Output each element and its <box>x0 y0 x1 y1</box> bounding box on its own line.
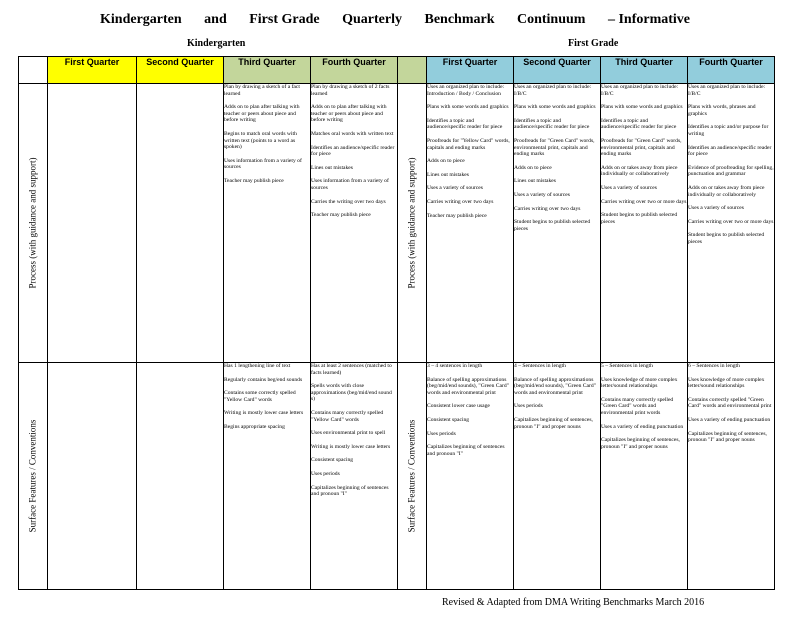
benchmark-item: Teacher may publish piece <box>311 212 371 219</box>
row-label-process-g1: Process (with guidance and support) <box>398 84 427 363</box>
benchmark-item: 3 – 4 sentences in length <box>427 363 483 369</box>
row-label-surface: Surface Features / Conventions <box>19 363 48 590</box>
benchmark-item: Regularly contains beg/end sounds <box>224 376 303 383</box>
benchmark-item: Carries the writing over two days <box>311 198 386 205</box>
benchmark-item: 4 – Sentences in length <box>514 363 566 369</box>
benchmark-item: Plans with some words and graphics <box>514 104 596 111</box>
benchmark-item: Has 1 lengthening line of text <box>224 363 291 369</box>
surface-g1-q3 <box>601 363 688 590</box>
benchmark-item: Writing is mostly lower case letters <box>311 443 391 450</box>
benchmark-item: Identifies an audience/specific reader for piece <box>311 144 395 158</box>
benchmark-item: Proofreads for "Yellow Card" words, capitals and ending marks <box>427 137 510 151</box>
benchmark-item: Proofreads for "Green Card" words, environmental print, capitals and ending marks <box>514 137 595 158</box>
benchmark-item: Adds on or takes away from piece individually or collaboratively <box>688 184 765 198</box>
header-k-q3: Third Quarter <box>224 57 311 84</box>
benchmark-item: Uses periods <box>427 430 456 437</box>
surface-k-q4 <box>311 363 398 590</box>
benchmark-item: Plans with some words and graphics <box>601 104 683 111</box>
benchmark-item: Uses environmental print to spell <box>311 430 386 437</box>
title-part: Continuum <box>516 12 586 27</box>
benchmark-item: 6 – Sentences in length <box>688 363 740 369</box>
benchmark-item: Plan by drawing a sketch of 2 facts learned <box>311 84 390 97</box>
benchmark-item: Contains many correctly spelled "Yellow Card" words <box>311 409 384 423</box>
corner-cell <box>19 57 48 84</box>
benchmark-item: Adds on to plan after talking with teacher or peers about piece and before writing <box>311 104 387 124</box>
row-label-process: Process (with guidance and support) <box>19 84 48 363</box>
benchmark-item: Contains correctly spelled "Green Card" words and environmental print <box>688 396 772 410</box>
benchmark-item: Student begins to publish selected pieces <box>601 212 678 225</box>
benchmark-item: Uses periods <box>311 470 340 477</box>
empty-cell <box>137 363 224 590</box>
surface-row <box>19 363 775 590</box>
benchmark-item: Uses information from a variety of sources <box>224 157 302 171</box>
benchmark-item: Identifies a topic and audience/specific reader for piece <box>427 117 503 131</box>
kindergarten-subtitle: Kindergarten <box>187 38 246 49</box>
benchmark-item: Consistent lower case usage <box>427 403 490 410</box>
benchmark-item: Plans with some words and graphics <box>427 104 509 111</box>
row-label-surface-g1: Surface Features / Conventions <box>398 363 427 590</box>
surface-k-q3 <box>224 363 311 590</box>
document-title <box>100 12 690 28</box>
benchmark-item: Carries writing over two days <box>514 205 581 212</box>
benchmark-item: Begins appropriate spacing <box>224 423 285 430</box>
benchmark-item: Uses an organized plan to include: I/B/C <box>688 84 766 97</box>
process-row <box>19 84 775 363</box>
title-part: Benchmark <box>424 12 495 27</box>
benchmark-item: Carries writing over two days <box>427 198 494 205</box>
benchmark-item: Writing is mostly lower case letters <box>224 410 304 417</box>
benchmark-item: Teacher may publish piece <box>427 212 487 219</box>
benchmark-item: Uses a variety of sources <box>601 184 657 191</box>
benchmark-item: Identifies a topic and audience/specific reader for piece <box>601 117 677 131</box>
process-g1-q3 <box>601 84 688 363</box>
benchmark-item: Balance of spelling approximations (beg/mid/end sounds), "Green Card" words and environmental print <box>514 376 596 396</box>
first-grade-subtitle: First Grade <box>568 38 619 49</box>
title-part: Quarterly <box>342 12 402 27</box>
benchmark-item: Consistent spacing <box>311 457 354 464</box>
empty-cell <box>137 84 224 363</box>
benchmark-item: Uses knowledge of more complex letter/sound relationships <box>688 376 765 390</box>
title-part: First Grade <box>249 12 320 27</box>
surface-g1-q2 <box>514 363 601 590</box>
benchmark-item: Capitalizes beginning of sentences and pronoun "I" <box>311 484 389 498</box>
header-k-q4: Fourth Quarter <box>311 57 398 84</box>
benchmark-item: Adds on to piece <box>427 158 465 165</box>
benchmark-item: Capitalizes beginning of sentences, pronoun "I" and proper nouns <box>688 430 767 444</box>
benchmark-item: Matches oral words with written text <box>311 130 394 137</box>
header-row <box>19 57 775 84</box>
benchmark-item: Capitalizes beginning of sentences, pronoun "I" and proper nouns <box>601 437 680 450</box>
benchmark-item: Uses knowledge of more complex letter/sound relationships <box>601 376 678 390</box>
benchmark-item: Uses periods <box>514 403 543 410</box>
benchmark-item: Uses a variety of sources <box>688 205 744 212</box>
benchmark-item: Proofreads for "Green Card" words, environmental print, capitals and ending marks <box>601 137 682 158</box>
header-g1-q3: Third Quarter <box>601 57 688 84</box>
header-k-q1: First Quarter <box>48 57 137 84</box>
surface-g1-q1 <box>427 363 514 590</box>
benchmark-item: Identifies a topic and/or purpose for writing <box>688 124 769 137</box>
empty-cell <box>48 84 137 363</box>
benchmark-item: Balance of spelling approximations (beg/mid/end sounds), "Green Card" words and environmental print <box>427 376 509 396</box>
benchmark-table <box>18 56 775 590</box>
benchmark-item: Teacher may publish piece <box>224 177 284 184</box>
benchmark-item: Lines out mistakes <box>427 171 469 178</box>
benchmark-item: Student begins to publish selected pieces <box>514 219 591 232</box>
benchmark-item: Uses a variety of sources <box>514 191 570 198</box>
divider-cell <box>398 57 427 84</box>
benchmark-item: Adds on to plan after talking with teacher or peers about piece and before writing <box>224 104 300 124</box>
benchmark-item: Adds on to piece <box>514 164 552 171</box>
header-k-q2: Second Quarter <box>137 57 224 84</box>
benchmark-item: Plan by drawing a sketch of a fact learned <box>224 84 300 97</box>
benchmark-item: Lines out mistakes <box>514 178 556 185</box>
benchmark-item: Uses a variety of ending punctuation <box>688 416 771 423</box>
benchmark-item: Uses an organized plan to include: I/B/C <box>601 84 679 97</box>
benchmark-item: Identifies a topic and audience/specific reader for piece <box>514 117 590 131</box>
process-g1-q1 <box>427 84 514 363</box>
process-k-q3 <box>224 84 311 363</box>
benchmark-item: Begins to match oral words with written text (points to a word as spoken) <box>224 130 297 151</box>
benchmark-item: Lines out mistakes <box>311 164 353 171</box>
benchmark-item: Identifies an audience/specific reader for piece <box>688 144 772 158</box>
benchmark-item: Student begins to publish selected pieces <box>688 232 765 245</box>
header-g1-q4: Fourth Quarter <box>688 57 775 84</box>
footer-credit: Revised & Adapted from DMA Writing Benchmarks March 2016 <box>442 597 705 608</box>
benchmark-item: Spells words with close approximations (beg/mid/end sound s) <box>311 383 392 403</box>
benchmark-item: Uses a variety of ending punctuation <box>601 423 684 430</box>
benchmark-item: Consistent spacing <box>427 416 470 423</box>
benchmark-item: Uses an organized plan to include: Introduction / Body / Conclusion <box>427 84 505 97</box>
title-part: Kindergarten <box>100 12 182 27</box>
surface-g1-q4 <box>688 363 775 590</box>
header-g1-q1: First Quarter <box>427 57 514 84</box>
title-part: – Informative <box>607 12 690 27</box>
benchmark-item: Has at least 2 sentences (matched to facts learned) <box>311 363 392 376</box>
benchmark-item: Adds on or takes away from piece individually or collaboratively <box>601 164 678 178</box>
benchmark-item: Contains many correctly spelled "Green Card" words and environmental print words <box>601 396 674 416</box>
benchmark-item: Carries writing over two or more days <box>601 198 687 205</box>
header-g1-q2: Second Quarter <box>514 57 601 84</box>
process-g1-q2 <box>514 84 601 363</box>
benchmark-item: Plans with words, phrases and graphics <box>688 104 756 117</box>
process-g1-q4 <box>688 84 775 363</box>
benchmark-item: 5 – Sentences in length <box>601 363 653 369</box>
process-k-q4 <box>311 84 398 363</box>
benchmark-item: Uses an organized plan to include: I/B/C <box>514 84 592 97</box>
benchmark-item: Uses information from a variety of sources <box>311 178 389 191</box>
benchmark-item: Uses a variety of sources <box>427 185 483 192</box>
benchmark-item: Evidence of proofreading for spelling, punctuation and grammar <box>688 164 774 178</box>
title-part: and <box>204 12 227 27</box>
benchmark-item: Contains some correctly spelled "Yellow Card" words <box>224 390 296 403</box>
benchmark-item: Capitalizes beginning of sentences, pronoun "I" and proper nouns <box>514 416 593 430</box>
benchmark-item: Capitalizes beginning of sentences and pronoun "I" <box>427 444 505 457</box>
empty-cell <box>48 363 137 590</box>
benchmark-item: Carries writing over two or more days <box>688 218 774 225</box>
